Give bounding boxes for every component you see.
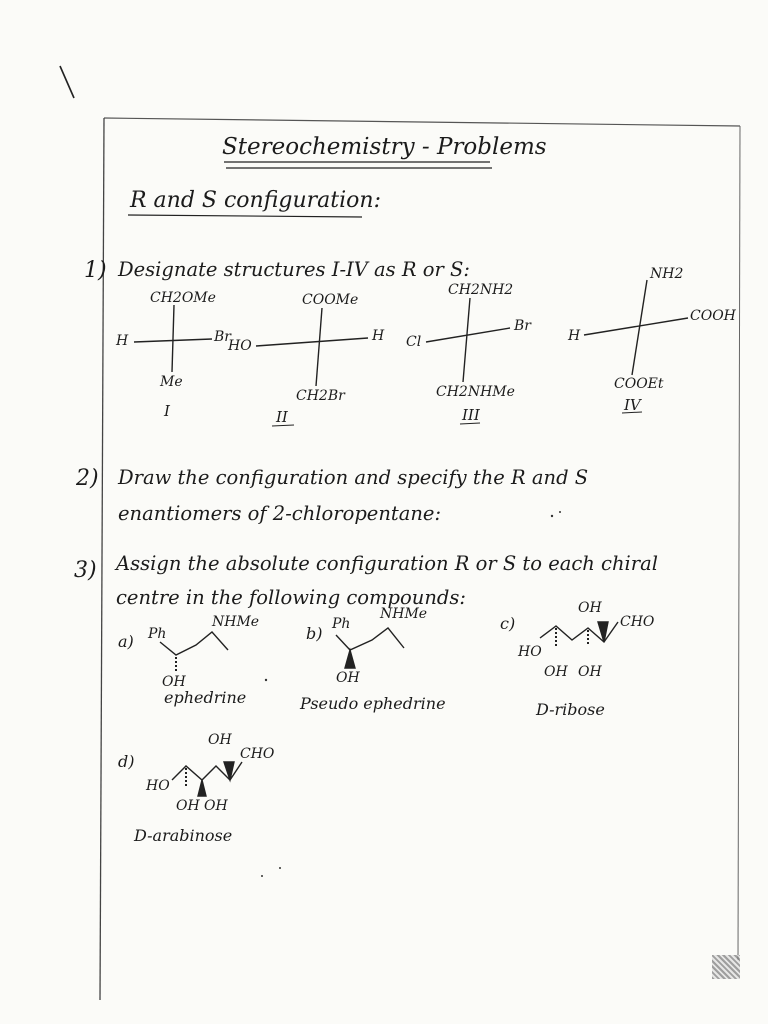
scan-corner-mark [712, 955, 740, 979]
fischer-3-label: III [462, 406, 480, 424]
fischer-3-left: Cl [406, 334, 422, 350]
question-1-text: Designate structures I-IV as R or S: [118, 258, 470, 281]
fischer-2-left: HO [228, 338, 252, 354]
question-3-number: 3) [74, 558, 97, 583]
compound-b-skeleton [336, 628, 404, 668]
compound-d-oh-top: OH [208, 732, 232, 748]
compound-b-ph: Ph [332, 616, 351, 632]
fischer-4-bottom: COOEt [614, 376, 664, 392]
compound-a-amine: NHMe [212, 614, 260, 630]
compound-c-name: D-ribose [536, 700, 605, 719]
question-2-line-1: Draw the configuration and specify the R and S [118, 466, 589, 489]
fischer-3-top: CH2NH2 [448, 282, 514, 298]
left-margin-line [100, 118, 104, 1000]
fischer-4-top: NH2 [650, 266, 684, 282]
fischer-1-top: CH2OMe [150, 290, 216, 306]
fischer-2-bottom: CH2Br [296, 388, 345, 404]
compound-c-skeleton [540, 622, 618, 646]
compound-d-cho: CHO [240, 746, 275, 762]
fischer-4-label: IV [624, 396, 641, 414]
fischer-4-left: H [568, 328, 581, 344]
compound-b-name: Pseudo ephedrine [300, 694, 446, 713]
fischer-1-bottom: Me [160, 374, 183, 390]
compound-c-oh-bottom-2: OH [578, 664, 602, 680]
compound-d-letter: d) [118, 752, 135, 771]
compound-c-oh-top: OH [578, 600, 602, 616]
compound-a-letter: a) [118, 632, 134, 651]
compound-a-oh: OH [162, 674, 186, 690]
corner-slash-mark [60, 66, 74, 98]
compound-a-ph: Ph [148, 626, 167, 642]
fischer-structure-3 [426, 298, 510, 382]
compound-b-oh: OH [336, 670, 360, 686]
question-1-number: 1) [84, 258, 107, 283]
compound-a-skeleton [160, 632, 228, 672]
fischer-4-right: COOH [690, 308, 736, 324]
compound-c-oh-bottom-1: OH [544, 664, 568, 680]
question-3-line-2: centre in the following compounds: [116, 586, 466, 609]
fischer-structure-2 [256, 308, 368, 386]
question-2-line-2: enantiomers of 2-chloropentane: [118, 502, 442, 525]
fischer-3-bottom: CH2NHMe [436, 384, 515, 400]
fischer-structure-1 [134, 305, 212, 372]
fischer-1-label: I [164, 402, 170, 420]
compound-d-oh-bottom-2: OH [204, 798, 228, 814]
subtitle-underline [128, 215, 362, 217]
question-2-number: 2) [76, 466, 99, 491]
question-3-line-1: Assign the absolute configuration R or S to each chiral [116, 552, 658, 575]
fischer-2-top: COOMe [302, 292, 359, 308]
fischer-2-label: II [276, 408, 288, 426]
section-heading: R and S configuration: [130, 188, 381, 213]
page-title: Stereochemistry - Problems [222, 134, 547, 160]
compound-c-cho: CHO [620, 614, 655, 630]
fischer-structure-4 [584, 280, 688, 375]
compound-d-ho: HO [146, 778, 170, 794]
compound-c-ho: HO [518, 644, 542, 660]
compound-d-name: D-arabinose [134, 826, 233, 845]
fischer-1-left: H [116, 333, 129, 349]
compound-c-letter: c) [500, 614, 516, 633]
fischer-3-right: Br [514, 318, 531, 334]
compound-d-oh-bottom-1: OH [176, 798, 200, 814]
right-edge-line [738, 126, 740, 960]
top-rule-line [104, 118, 740, 126]
compound-a-name: ephedrine [164, 688, 247, 707]
compound-b-letter: b) [306, 624, 323, 643]
fischer-1-right: Br [214, 329, 231, 345]
fischer-2-right: H [372, 328, 385, 344]
compound-b-amine: NHMe [380, 606, 428, 622]
compound-d-skeleton [172, 762, 242, 796]
